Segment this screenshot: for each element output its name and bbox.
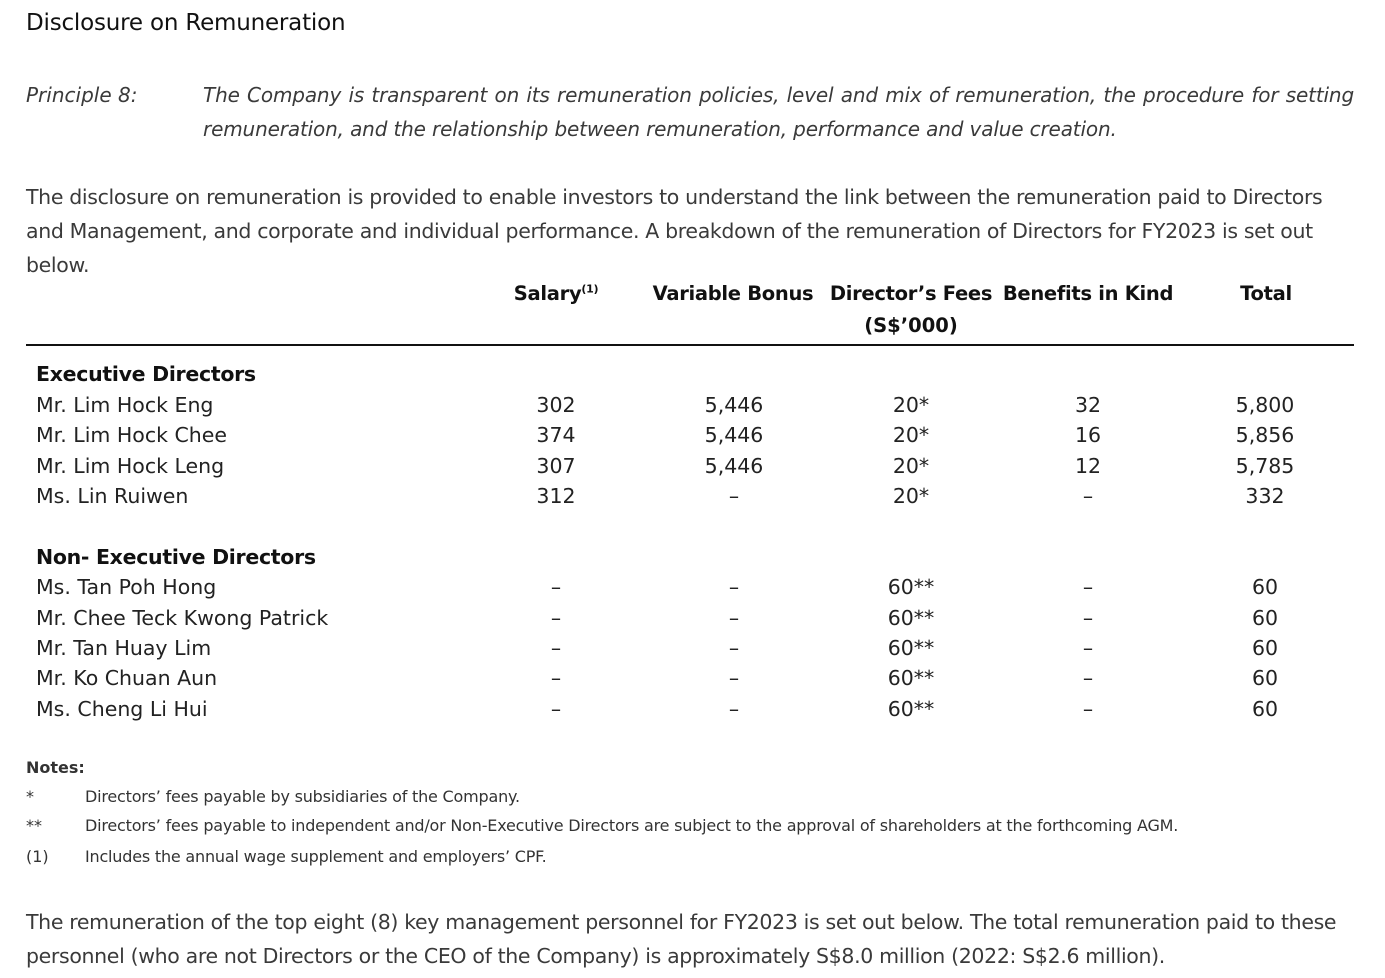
cell-benefits: 32 <box>1074 393 1102 417</box>
intro-paragraph: The disclosure on remuneration is provided to enable investors to understand the link between the remuneration paid to Directors and Management, and corporate and individual performance. A breakdown of the remuneration of Directors for FY2023 is set out below. <box>26 185 1323 277</box>
header-benefits-in-kind: Benefits in Kind <box>1002 282 1174 305</box>
table-row <box>26 393 1354 423</box>
director-name: Mr. Lim Hock Chee <box>36 423 228 447</box>
note-text: Directors’ fees payable by subsidiaries of the Company. <box>85 787 520 806</box>
table-row <box>26 697 1354 727</box>
note-text: Includes the annual wage supplement and employers’ CPF. <box>85 847 547 866</box>
cell-fees: 20* <box>892 423 930 447</box>
cell-fees: 20* <box>892 454 930 478</box>
principle-label: Principle 8: <box>26 83 138 107</box>
table-row <box>26 454 1354 484</box>
director-name: Mr. Chee Teck Kwong Patrick <box>36 606 329 630</box>
cell-total: 5,800 <box>1235 393 1295 417</box>
cell-salary: 312 <box>536 484 576 508</box>
header-directors-fees: Director’s Fees <box>829 282 993 305</box>
header-unit: (S$’000) <box>864 314 958 337</box>
director-name: Ms. Cheng Li Hui <box>36 697 208 721</box>
table-row <box>26 666 1354 696</box>
table-row <box>26 606 1354 636</box>
cell-bonus: – <box>728 636 740 660</box>
director-name: Mr. Lim Hock Eng <box>36 393 214 417</box>
director-name: Ms. Lin Ruiwen <box>36 484 189 508</box>
director-name: Mr. Lim Hock Leng <box>36 454 225 478</box>
cell-salary: 374 <box>536 423 576 447</box>
cell-benefits: – <box>1082 484 1094 508</box>
cell-salary: 302 <box>536 393 576 417</box>
note-mark: (1) <box>26 847 49 866</box>
table-header <box>26 282 1354 346</box>
cell-fees: 60** <box>887 606 935 630</box>
cell-bonus: 5,446 <box>704 393 764 417</box>
cell-bonus: – <box>728 575 740 599</box>
cell-bonus: 5,446 <box>704 423 764 447</box>
cell-benefits: 16 <box>1074 423 1102 447</box>
cell-bonus: – <box>728 697 740 721</box>
closing-paragraph: The remuneration of the top eight (8) key management personnel for FY2023 is set out below. The total remuneration paid to these personnel (who are not Directors or the CEO of the Company) is approximately S$8.0 million (2022: S$2.6 million). <box>26 910 1337 968</box>
group-title-non-executive: Non- Executive Directors <box>36 545 316 569</box>
cell-salary: – <box>550 606 562 630</box>
director-name: Mr. Ko Chuan Aun <box>36 666 218 690</box>
note-text: Directors’ fees payable to independent and/or Non-Executive Directors are subject to the approval of shareholders at the forthcoming AGM. <box>85 816 1179 835</box>
cell-total: 5,785 <box>1235 454 1295 478</box>
table-row <box>26 636 1354 666</box>
director-name: Mr. Tan Huay Lim <box>36 636 212 660</box>
note-mark: * <box>26 787 34 806</box>
cell-fees: 20* <box>892 393 930 417</box>
header-salary-note: (1) <box>581 282 599 296</box>
cell-benefits: 12 <box>1074 454 1102 478</box>
cell-benefits: – <box>1082 575 1094 599</box>
notes-title: Notes: <box>26 758 85 777</box>
cell-benefits: – <box>1082 606 1094 630</box>
cell-bonus: – <box>728 484 740 508</box>
cell-fees: 20* <box>892 484 930 508</box>
table-row <box>26 484 1354 514</box>
cell-total: 60 <box>1251 606 1279 630</box>
cell-benefits: – <box>1082 636 1094 660</box>
cell-salary: – <box>550 636 562 660</box>
table-row <box>26 423 1354 453</box>
group-title-executive: Executive Directors <box>36 362 256 386</box>
cell-total: 60 <box>1251 636 1279 660</box>
section-title: Disclosure on Remuneration <box>26 10 346 36</box>
cell-bonus: – <box>728 666 740 690</box>
table-row <box>26 575 1354 605</box>
cell-benefits: – <box>1082 666 1094 690</box>
cell-salary: – <box>550 666 562 690</box>
header-variable-bonus: Variable Bonus <box>652 282 814 305</box>
cell-fees: 60** <box>887 575 935 599</box>
cell-total: 60 <box>1251 666 1279 690</box>
header-total: Total <box>1240 282 1292 305</box>
cell-fees: 60** <box>887 666 935 690</box>
director-name: Ms. Tan Poh Hong <box>36 575 217 599</box>
cell-benefits: – <box>1082 697 1094 721</box>
note-mark: ** <box>26 816 42 835</box>
cell-fees: 60** <box>887 636 935 660</box>
cell-bonus: 5,446 <box>704 454 764 478</box>
cell-total: 332 <box>1245 484 1285 508</box>
principle-text: The Company is transparent on its remuneration policies, level and mix of remuneration, the procedure for setting remuneration, and the relationship between remuneration, performance and value creation. <box>203 83 1354 141</box>
cell-total: 5,856 <box>1235 423 1295 447</box>
cell-fees: 60** <box>887 697 935 721</box>
header-salary: Salary$^{(1)}$ <box>513 282 599 305</box>
cell-total: 60 <box>1251 575 1279 599</box>
cell-salary: – <box>550 697 562 721</box>
cell-bonus: – <box>728 606 740 630</box>
cell-salary: 307 <box>536 454 576 478</box>
cell-total: 60 <box>1251 697 1279 721</box>
cell-salary: – <box>550 575 562 599</box>
